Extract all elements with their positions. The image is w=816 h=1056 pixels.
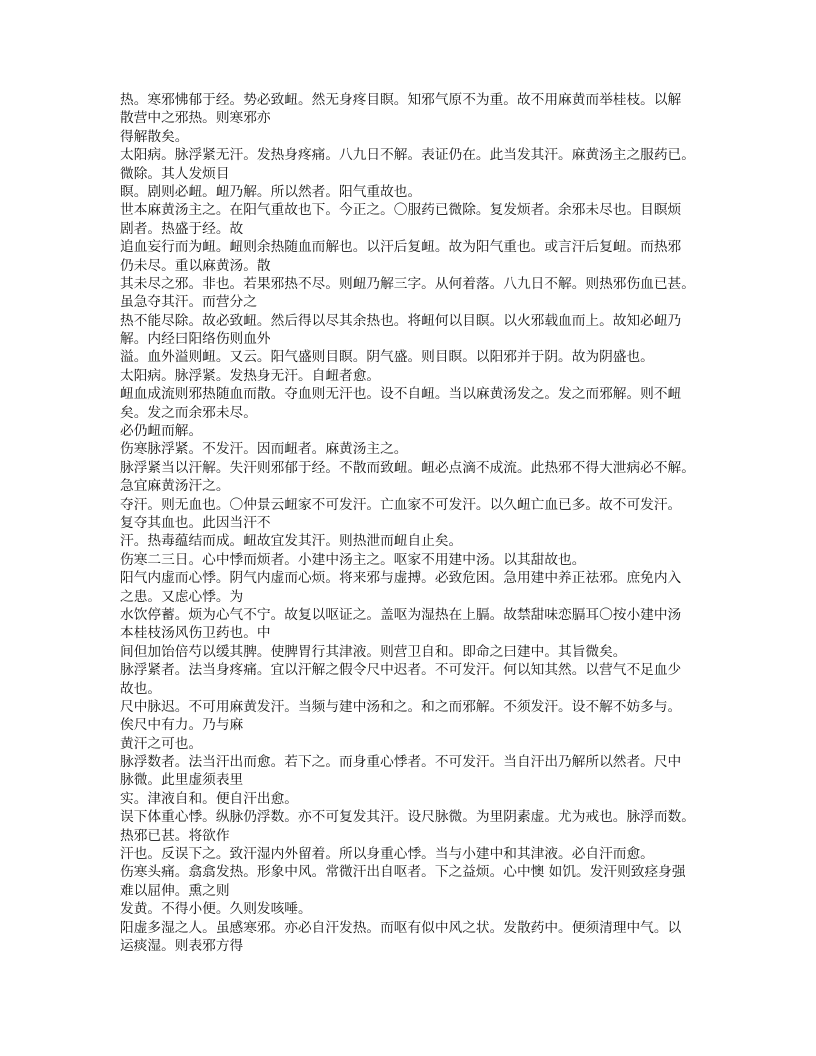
text-line: 太阳病。脉浮紧。发热身无汗。自衄者愈。 [120, 367, 381, 384]
text-line: 黄汗之可也。 [120, 735, 203, 752]
text-line: 衄血成流则邪热随血而散。夺血则无汗也。设不自衄。当以麻黄汤发之。发之而邪解。则不衄 [120, 386, 682, 403]
text-line: 复夺其血也。此因当汗不 [120, 514, 271, 531]
text-line: 太阳病。脉浮紧无汗。发热身疼痛。八九日不解。表证仍在。此当发其汗。麻黄汤主之服药已。 [120, 147, 695, 164]
text-line: 热邪已甚。将欲作 [120, 827, 230, 844]
text-line: 溢。血外溢则衄。又云。阳气盛则目瞑。阴气盛。则目瞑。以阳邪并于阴。故为阴盛也。 [120, 349, 654, 366]
text-line: 热不能尽除。故必致衄。然后得以尽其余热也。将衄何以目瞑。以火邪载血而上。故知必衄乃 [120, 312, 682, 329]
text-line: 微除。其人发烦目 [120, 165, 230, 182]
text-line: 难以屈伸。熏之则 [120, 882, 230, 899]
text-line: 脉微。此里虚须表里 [120, 772, 244, 789]
text-line: 虽急夺其汗。而营分之 [120, 294, 257, 311]
text-line: 得解散矣。 [120, 128, 189, 145]
text-line: 伤寒脉浮紧。不发汗。因而衄者。麻黄汤主之。 [120, 441, 408, 458]
text-line: 其未尽之邪。非也。若果邪热不尽。则衄乃解三字。从何着落。八九日不解。则热邪伤血已甚。 [120, 275, 695, 292]
text-line: 实。津液自和。便自汗出愈。 [120, 790, 298, 807]
text-line: 伤寒头痛。翕翕发热。形象中风。常微汗出自呕者。下之益烦。心中懊 如饥。发汗则致痉身强 [120, 864, 686, 881]
text-line: 追血妄行而为衄。衄则余热随血而解也。以汗后复衄。故为阳气重也。或言汗后复衄。而热邪 [120, 239, 682, 256]
text-line: 夺汗。则无血也。〇仲景云衄家不可发汗。亡血家不可发汗。以久衄亡血已多。故不可发汗。 [120, 496, 682, 513]
text-line: 汗也。反误下之。致汗湿内外留着。所以身重心悸。当与小建中和其津液。必自汗而愈。 [120, 846, 654, 863]
text-line: 世本麻黄汤主之。在阳气重故也下。今正之。〇服药已微除。复发烦者。余邪未尽也。目瞑烦 [120, 202, 682, 219]
text-line: 脉浮数者。法当汗出而愈。若下之。而身重心悸者。不可发汗。当自汗出乃解所以然者。尺中 [120, 754, 682, 771]
text-line: 必仍衄而解。 [120, 423, 203, 440]
text-line: 矣。发之而余邪未尽。 [120, 404, 257, 421]
text-line: 伤寒二三日。心中悸而烦者。小建中汤主之。呕家不用建中汤。以其甜故也。 [120, 551, 586, 568]
text-line: 阳虚多湿之人。虽感寒邪。亦必自汗发热。而呕有似中风之状。发散药中。便须清理中气。以 [120, 919, 682, 936]
text-line: 剧者。热盛于经。故 [120, 220, 244, 237]
text-line: 发黄。不得小便。久则发咳唾。 [120, 901, 312, 918]
text-line: 间但加饴倍芍以缓其脾。使脾胃行其津液。则营卫自和。即命之曰建中。其旨微矣。 [120, 643, 627, 660]
document-body [120, 91, 710, 955]
text-line: 脉浮紧者。法当身疼痛。宜以汗解之假令尺中迟者。不可发汗。何以知其然。以营气不足血少 [120, 662, 682, 679]
text-line: 运痰湿。则表邪方得 [120, 937, 244, 954]
text-line: 瞑。剧则必衄。衄乃解。所以然者。阳气重故也。 [120, 183, 422, 200]
text-line: 脉浮紧当以汗解。失汗则邪郁于经。不散而致衄。衄必点滴不成流。此热邪不得大泄病必不解。 [120, 459, 695, 476]
text-line: 解。内经曰阳络伤则血外 [120, 331, 271, 348]
text-line: 急宜麻黄汤汗之。 [120, 478, 230, 495]
text-line: 尺中脉迟。不可用麻黄发汗。当频与建中汤和之。和之而邪解。不须发汗。设不解不妨多与。 [120, 698, 682, 715]
text-line: 误下体重心悸。纵脉仍浮数。亦不可复发其汗。设尺脉微。为里阴素虚。尤为戒也。脉浮而数。 [120, 809, 695, 826]
text-line: 汗。热毒蕴结而成。衄故宜发其汗。则热泄而衄自止矣。 [120, 533, 463, 550]
text-line: 散营中之邪热。则寒邪亦 [120, 110, 271, 127]
text-line: 故也。 [120, 680, 162, 697]
text-line: 阳气内虚而心悸。阴气内虚而心烦。将来邪与虚搏。必致危困。急用建中养正祛邪。庶免内入 [120, 570, 682, 587]
text-line: 本桂枝汤风伤卫药也。中 [120, 625, 271, 642]
text-line: 水饮停蓄。烦为心气不宁。故复以呕证之。盖呕为湿热在上膈。故禁甜味恋膈耳〇按小建中汤 [120, 606, 682, 623]
text-line: 俟尺中有力。乃与麻 [120, 717, 244, 734]
text-line: 之患。又虑心悸。为 [120, 588, 244, 605]
text-line: 仍未尽。重以麻黄汤。散 [120, 257, 271, 274]
text-line: 热。寒邪怫郁于经。势必致衄。然无身疼目瞑。知邪气原不为重。故不用麻黄而举桂枝。以解 [120, 92, 682, 108]
